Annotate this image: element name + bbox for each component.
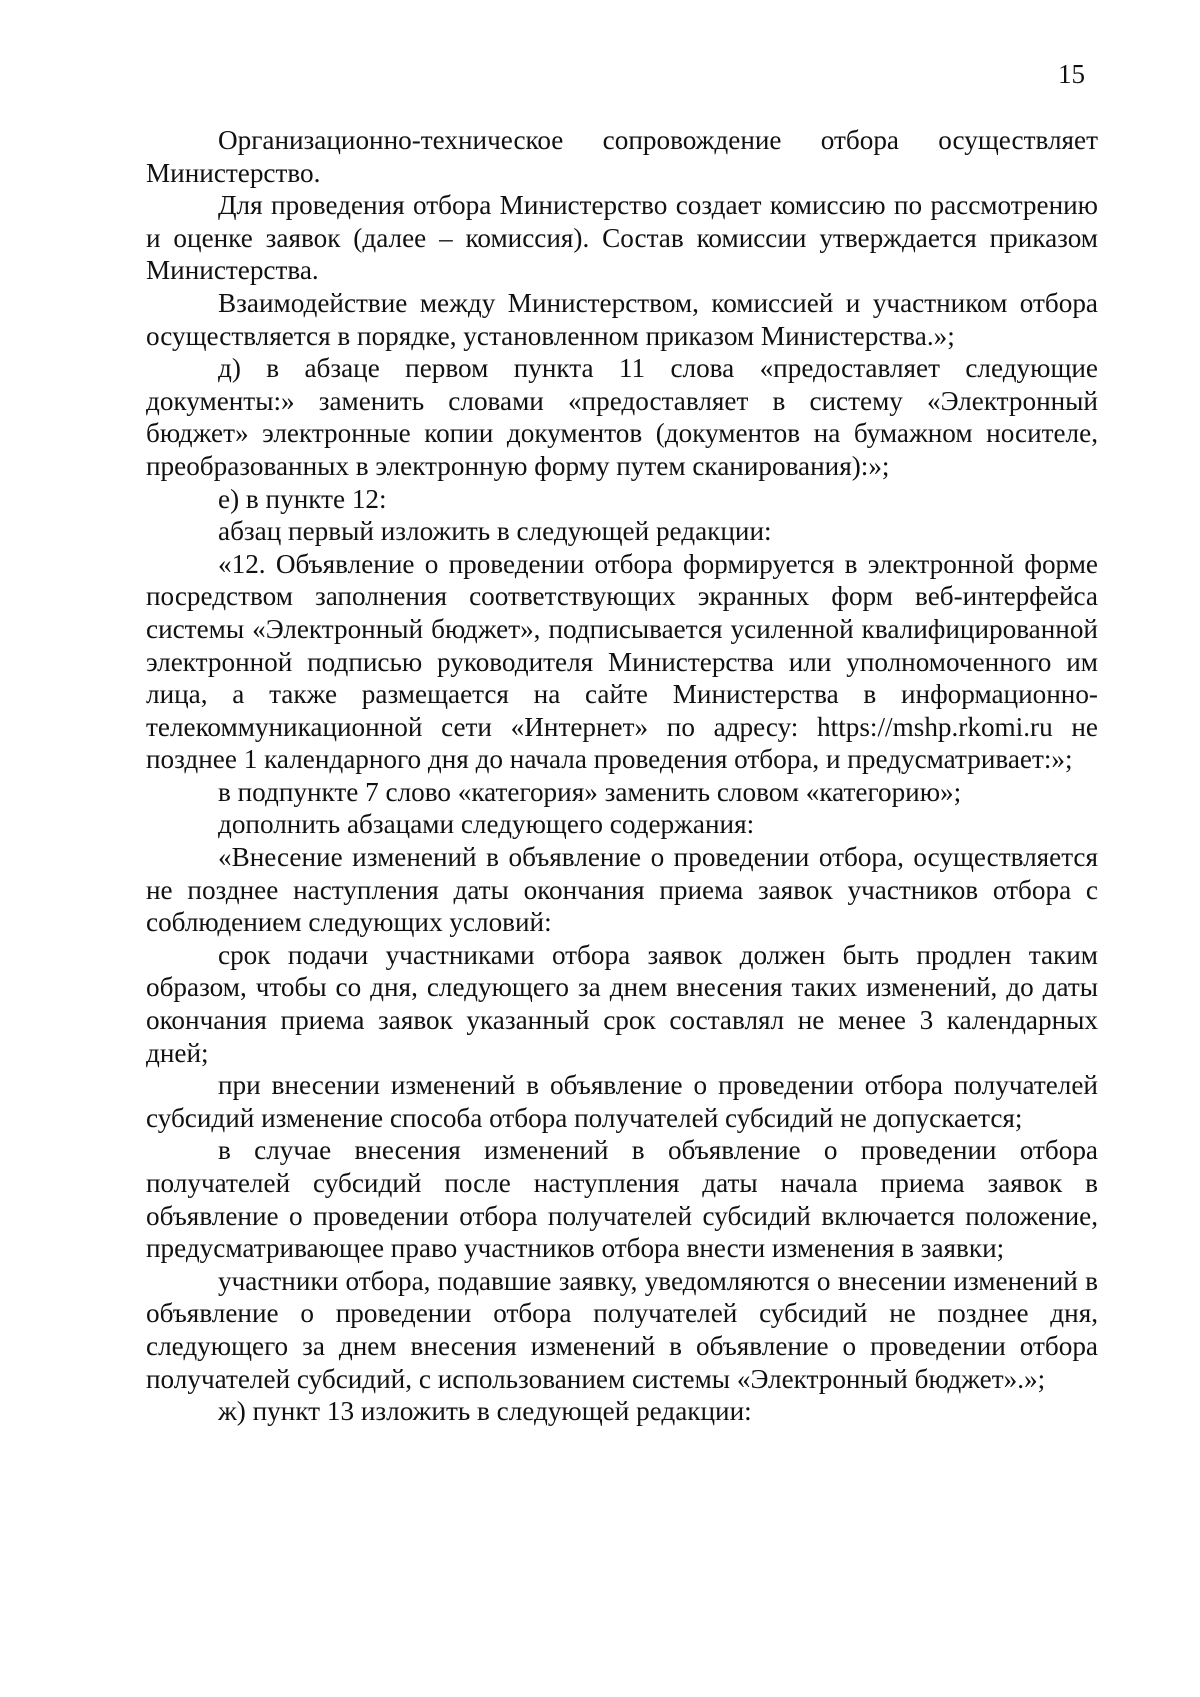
paragraph-item-d: д) в абзаце первом пункта 11 слова «предоставляет следующие документы:» заменить словами «предоставляет в систему «Электронный бюджет» электронные копии документов (документов на бумажном носителе, преобразованных в электронную форму путем сканирования):»; bbox=[146, 353, 1098, 481]
paragraph-deadline-extension: срок подачи участниками отбора заявок должен быть продлен таким образом, чтобы со дня, следующего за днем внесения таких изменений, до даты окончания приема заявок указанный срок составлял не менее 3 календарных дней; bbox=[146, 939, 1098, 1068]
paragraph-notification: участники отбора, подавшие заявку, уведомляются о внесении изменений в объявление о проведении отбора получателей субсидий не позднее дня, следующего за днем внесения изменений в объявление о проведении отбора получателей субсидий, с использованием системы «Электронный бюджет».»; bbox=[146, 1265, 1098, 1394]
paragraph-method-change: при внесении изменений в объявление о проведении отбора получателей субсидий изменение способа отбора получателей субсидий не допускается; bbox=[146, 1070, 1098, 1133]
paragraph-amendments: «Внесение изменений в объявление о проведении отбора, осуществляется не позднее наступления даты окончания приема заявок участников отбора с соблюдением следующих условий: bbox=[146, 842, 1098, 938]
paragraph-technical-support: Организационно-техническое сопровождение отбора осуществляет Министерство. bbox=[146, 125, 1098, 188]
paragraph-commission: Для проведения отбора Министерство создает комиссию по рассмотрению и оценке заявок (далее – комиссия). Состав комиссии утверждается приказом Министерства. bbox=[146, 190, 1098, 286]
paragraph-subitem-7: в подпункте 7 слово «категория» заменить словом «категорию»; bbox=[218, 776, 962, 807]
document-body bbox=[146, 124, 1098, 1428]
paragraph-first-abzac: абзац первый изложить в следующей редакции: bbox=[218, 516, 772, 547]
paragraph-supplement: дополнить абзацами следующего содержания: bbox=[218, 809, 755, 840]
page-number: 15 bbox=[1058, 59, 1085, 89]
paragraph-application-changes: в случае внесения изменений в объявление о проведении отбора получателей субсидий после наступления даты начала приема заявок в объявление о проведении отбора получателей субсидий включается положение, предусматривающее право участников отбора внести изменения в заявки; bbox=[146, 1135, 1098, 1264]
paragraph-interaction: Взаимодействие между Министерством, комиссией и участником отбора осуществляется в порядке, установленном приказом Министерства.»; bbox=[146, 287, 1098, 351]
paragraph-item-zh: ж) пункт 13 изложить в следующей редакции: bbox=[218, 1396, 752, 1427]
paragraph-item-e: е) в пункте 12: bbox=[218, 483, 387, 514]
paragraph-announcement: «12. Объявление о проведении отбора формируется в электронной форме посредством заполнения соответствующих экранных форм веб-интерфейса системы «Электронный бюджет», подписывается усиленной квалифицированной электронной подписью руководителя Министерства или уполномоченного им лица, а также размещается на сайте Министерства в информационно-телекоммуникационной сети «Интернет» по адресу: https://mshp.rkomi.ru не позднее 1 календарного дня до начала проведения отбора, и предусматривает:»; bbox=[146, 548, 1098, 775]
